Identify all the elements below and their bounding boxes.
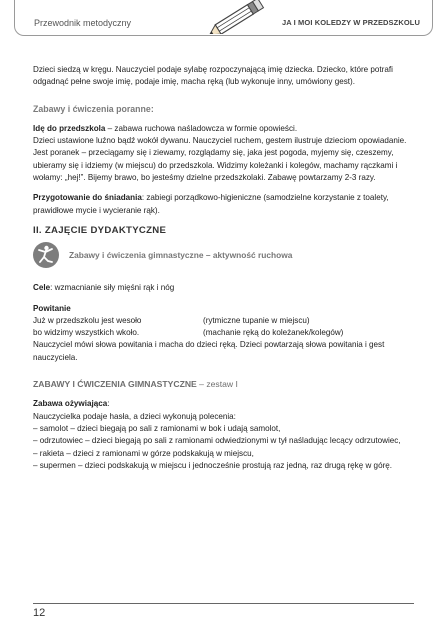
intro-paragraph: Dzieci siedzą w kręgu. Nauczyciel podaje sylabę rozpoczynającą imię dziecka. Dziecko, które potrafi odgadnąć pełne swoje imię, podaje imię, macha ręką (lub wykonuje inny, umówiony gest). bbox=[33, 65, 393, 87]
morning-paragraph-1 bbox=[33, 123, 414, 135]
page-number: 12 bbox=[33, 607, 46, 619]
header-right-title: JA I MOI KOLEDZY W PRZEDSZKOLU bbox=[281, 18, 420, 27]
breakfast-rest: : zabiegi porządkowo-higieniczne (samodzielne korzystanie z toalety, prawidłowe mycie i wycieranie rąk). bbox=[33, 193, 389, 215]
page-header bbox=[14, 0, 433, 36]
greeting-title: Powitanie bbox=[33, 303, 71, 313]
goal-label: Cele bbox=[33, 283, 51, 293]
list-item: – rakieta – dzieci z ramionami w górze podskakują w miejscu, bbox=[33, 448, 254, 458]
header-left-title: Przewodnik metodyczny bbox=[34, 18, 132, 28]
section-2-subheading bbox=[33, 242, 414, 268]
list-item: – samolot – dzieci biegają po sali z ramionami w bok i udają samolot, bbox=[33, 423, 281, 433]
pencil-icon bbox=[205, 0, 277, 34]
gymnast-icon bbox=[33, 242, 59, 268]
morning-paragraph-2: Dzieci ustawione luźno bądź wokół dywanu. Nauczyciel ruchem, gestem ilustruje dzieciom opowiadanie. bbox=[33, 136, 407, 146]
morning-p1-rest: – zabawa ruchowa naśladowcza w formie opowieści. bbox=[105, 123, 298, 133]
goal-text: : wzmacnianie siły mięśni rąk i nóg bbox=[50, 283, 175, 293]
morning-p1-title: Idę do przedszkola bbox=[33, 123, 106, 133]
gym-heading: ZABAWY I ĆWICZENIA GIMNASTYCZNE – zestaw I bbox=[33, 379, 238, 390]
list-item: – odrzutowiec – dzieci biegają po sali z ramionami odwiedzionymi w tył naśladując lecący odrzutowiec, bbox=[33, 436, 401, 446]
goal-line bbox=[33, 282, 414, 294]
warmup-title: Zabawa ożywiająca: bbox=[33, 399, 110, 409]
greeting-after: Nauczyciel mówi słowa powitania i macha do dzieci ręką. Dzieci powtarzają słowa powitania i gest nauczyciela. bbox=[33, 340, 385, 362]
gymnastics-subtitle: Zabawy i ćwiczenia gimnastyczne – aktywność ruchowa bbox=[69, 250, 293, 261]
section-2-heading: II. ZAJĘCIE DYDAKTYCZNE bbox=[33, 224, 167, 236]
page-content bbox=[33, 64, 414, 472]
morning-paragraph-3: Jest poranek – przeciągamy się i ziewamy, rozglądamy się, jaka jest pogoda, myjemy się, czeszemy, ubieramy się i idziemy (w miejscu) do przedszkola. Widzimy koleżanki i kolegów, machamy rączkami i wołamy: „hej!”. Bijemy brawo, bo jesteśmy dzielne przedszkolaki. Zabawę powtarzamy 2-3 razy. bbox=[33, 148, 398, 183]
list-item: – supermen – dzieci podskakują w miejscu i jednocześnie prostują raz jedną, raz drugą rękę w górę. bbox=[33, 460, 393, 470]
morning-exercises-heading: Zabawy i ćwiczenia poranne: bbox=[33, 103, 154, 114]
warmup-intro: Nauczycielka podaje hasła, a dzieci wykonują polecenia: bbox=[33, 411, 236, 421]
breakfast-paragraph bbox=[33, 192, 414, 217]
greeting-line-2: bo widzimy wszystkich wkoło. (machanie ręką do koleżanek/kolegów) bbox=[33, 328, 344, 338]
footer-divider bbox=[33, 603, 414, 604]
greeting-line-1: Już w przedszkolu jest wesoło (rytmiczne tupanie w miejscu) bbox=[33, 315, 310, 325]
breakfast-title: Przygotowanie do śniadania bbox=[33, 193, 142, 203]
